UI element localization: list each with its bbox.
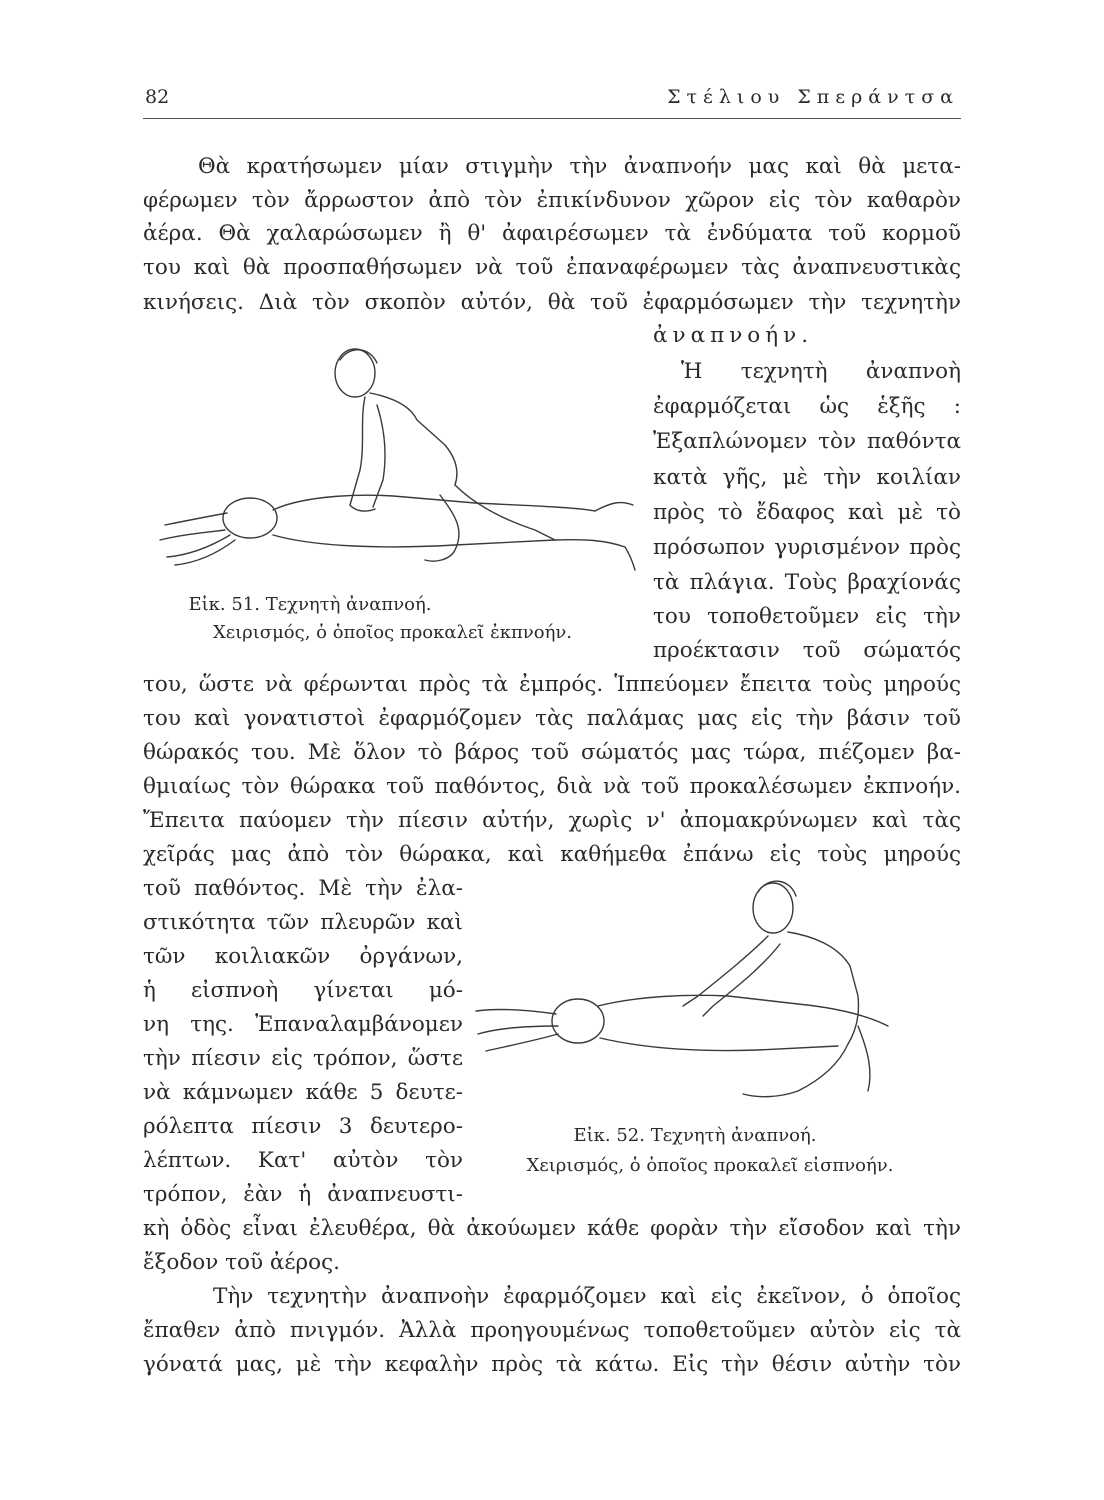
text-line: πρόσωπον γυρισμένον πρὸς [653,535,961,560]
text-line: γόνατά μας, μὲ τὴν κεφαλὴν πρὸς τὰ κάτω. Εἰς τὴν θέσιν αὐτὴν τὸν [143,1352,961,1377]
page-number: 82 [145,86,170,108]
figure-52-caption-1: Εἰκ. 52. Τεχνητὴ ἀναπνοή. [573,1125,817,1146]
figure-51-caption-1: Εἰκ. 51. Τεχνητὴ ἀναπνοή. [188,594,432,615]
rescuer-back [370,393,457,485]
patient-arm-lower [167,535,235,565]
figure-51-illustration [155,335,640,585]
text-line: του, ὥστε νὰ φέρωνται πρὸς τὰ ἐμπρός. Ἱππεύομεν ἔπειτα τοὺς μηρούς [143,672,961,697]
rescuer-knee [743,1044,848,1097]
text-line: λέπτων. Κατ' αὐτὸν τὸν [143,1148,463,1173]
text-line: προέκτασιν τοῦ σώματός [653,638,961,663]
text-line: πρὸς τὸ ἔδαφος καὶ μὲ τὸ [653,500,961,525]
patient-back [273,495,595,511]
patient-belly [600,1038,838,1051]
text-line: ἀναπνοήν. [653,323,814,348]
text-line: Ἐξαπλώνομεν τὸν παθόντα [653,429,961,454]
patient-belly [273,535,625,547]
text-line: θμιαίως τὸν θώρακα τοῦ παθόντος, διὰ νὰ τοῦ προκαλέσωμεν ἐκπνοήν. [143,774,961,799]
text-line: θώρακός του. Μὲ ὅλον τὸ βάρος τοῦ σώματός μας τώρα, πιέζομεν βα- [143,740,961,765]
rescuer-shin [858,1026,870,1091]
text-line: Ἡ τεχνητὴ ἀναπνοὴ [681,359,961,384]
text-line: τρόπον, ἐὰν ἡ ἀναπνευστι- [143,1182,463,1207]
text-line: ἡ εἰσπνοὴ γίνεται μό- [143,978,463,1003]
text-line: τῶν κοιλιακῶν ὀργάνων, [143,944,463,969]
text-line: ἐφαρμόζεται ὡς ἑξῆς : [653,394,961,419]
text-line: τὴν πίεσιν εἰς τρόπον, ὥστε [143,1046,463,1071]
text-line: τὰ πλάγια. Τοὺς βραχίονάς [653,570,961,595]
figure-52-caption-2: Χειρισμός, ὁ ὁποῖος προκαλεῖ εἰσπνοήν. [526,1155,894,1176]
text-line: φέρωμεν τὸν ἄρρωστον ἀπὸ τὸν ἐπικίνδυνον χῶρον εἰς τὸν καθαρὸν [143,188,961,213]
rescuer-head [335,349,375,397]
header-rule [143,118,961,119]
patient-feet [595,503,635,570]
patient-arm-lower [486,1034,558,1051]
text-line: του καὶ θὰ προσπαθήσωμεν νὰ τοῦ ἐπαναφέρωμεν τὰς ἀναπνευστικὰς [143,255,961,280]
running-title: Στέλιου Σπεράντσα [667,86,959,108]
rescuer-thigh [455,485,555,540]
rescuer-back [788,932,859,1044]
text-line: ἀέρα. Θὰ χαλαρώσωμεν ἢ θ' ἀφαιρέσωμεν τὰ ἐνδύματα τοῦ κορμοῦ [143,221,961,246]
patient-back [598,995,888,1026]
text-line: τοῦ παθόντος. Μὲ τὴν ἐλα- [143,876,463,901]
text-line: του καὶ γονατιστοὶ ἐφαρμόζομεν τὰς παλάμας μας εἰς τὴν βάσιν τοῦ [143,706,961,731]
text-line: Τὴν τεχνητὴν ἀναπνοὴν ἐφαρμόζομεν καὶ εἰς ἐκεῖνον, ὁ ὁποῖος [213,1284,961,1309]
figure-52-illustration [468,866,948,1116]
patient-arm-upper [160,513,227,540]
text-line: ἔπαθεν ἀπὸ πνιγμόν. Ἀλλὰ προηγουμένως τοποθετοῦμεν αὐτὸν εἰς τὰ [143,1318,961,1343]
rescuer-arm [350,397,365,505]
patient-head [223,498,277,538]
text-line: Ἔπειτα παύομεν τὴν πίεσιν αὐτήν, χωρὶς ν' ἀπομακρύνωμεν καὶ τὰς [143,808,961,833]
text-line: νὰ κάμνωμεν κάθε 5 δευτε- [143,1080,463,1105]
text-line: κατὰ γῆς, μὲ τὴν κοιλίαν [653,465,961,490]
patient-arm-upper [476,1010,558,1034]
text-line: κὴ ὁδὸς εἶναι ἐλευθέρα, θὰ ἀκούωμεν κάθε φορὰν τὴν εἴσοδον καὶ τὴν [143,1216,961,1241]
text-line: Θὰ κρατήσωμεν μίαν στιγμὴν τὴν ἀναπνοήν μας καὶ θὰ μετα- [198,154,961,179]
figure-51-caption-2: Χειρισμός, ὁ ὁποῖος προκαλεῖ ἐκπνοήν. [212,622,573,643]
text-line: στικότητα τῶν πλευρῶν καὶ [143,910,463,935]
text-line: νη της. Ἐπαναλαμβάνομεν [143,1012,463,1037]
patient-head [552,999,604,1043]
text-line: του τοποθετοῦμεν εἰς τὴν [653,604,961,629]
rescuer-knee [425,495,459,561]
text-line: χεῖράς μας ἀπὸ τὸν θώρακα, καὶ καθήμεθα ἐπάνω εἰς τοὺς μηρούς [143,842,961,867]
text-line: κινήσεις. Διὰ τὸν σκοπὸν αὐτόν, θὰ τοῦ ἐφαρμόσωμεν τὴν τεχνητὴν [143,290,961,315]
text-line: ρόλεπτα πίεσιν 3 δευτερο- [143,1114,463,1139]
text-line: ἔξοδον τοῦ ἀέρος. [143,1250,340,1275]
